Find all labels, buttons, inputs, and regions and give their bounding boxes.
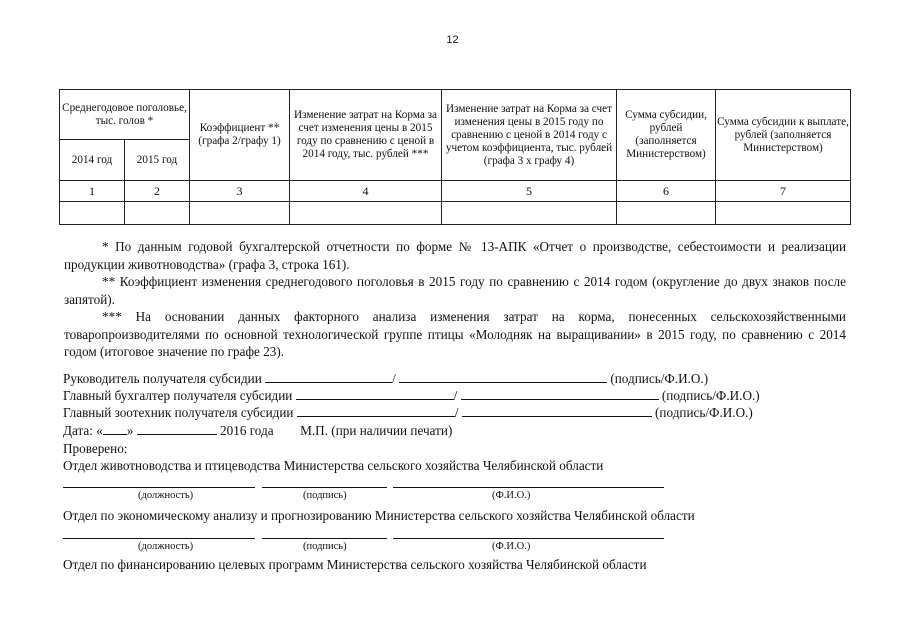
date-year: 2016 года: [220, 423, 274, 438]
head-label: Руководитель получателя субсидии: [63, 371, 262, 386]
column-number: 2: [125, 181, 190, 202]
table-cell[interactable]: [617, 202, 716, 225]
column-number: 7: [716, 181, 851, 202]
footnote-3: *** На основании данных факторного анализа изменения затрат на корма, понесенных сельскохозяйственными товаропроизводителями по основной технологической группе птицы «Молодняк на выращивании» в 2015 году, по сравнению с 2014 годом (итоговое значение по графе 23).: [64, 309, 846, 359]
header-year-2014: 2014 год: [60, 140, 125, 181]
accountant-signature-line: [63, 387, 760, 404]
head-name-blank[interactable]: [399, 370, 607, 383]
column-number-row: [60, 181, 851, 202]
checked-label: Проверено:: [63, 441, 128, 456]
stamp-label: М.П. (при наличии печати): [300, 423, 453, 438]
date-prefix: Дата: «: [63, 423, 103, 438]
head-signature-line: [63, 370, 708, 387]
header-subsidy-sum: Сумма субсидии, рублей (заполняется Министерством): [617, 90, 716, 181]
fio-caption: (Ф.И.О.): [492, 490, 531, 501]
slash: /: [453, 388, 458, 403]
sign-name-hint: (подпись/Ф.И.О.): [661, 388, 760, 403]
page-number: 12: [446, 34, 459, 46]
column-number: 5: [442, 181, 617, 202]
column-number: 1: [60, 181, 125, 202]
position-blank[interactable]: [63, 487, 255, 488]
zootechnician-name-blank[interactable]: [462, 404, 652, 417]
column-number: 4: [290, 181, 442, 202]
header-row: [60, 90, 851, 140]
column-number: 3: [190, 181, 290, 202]
accountant-name-blank[interactable]: [461, 387, 659, 400]
table-cell[interactable]: [190, 202, 290, 225]
accountant-signature-blank[interactable]: [296, 387, 454, 400]
signature-blank[interactable]: [262, 538, 387, 539]
department-name: Отдел животноводства и птицеводства Министерства сельского хозяйства Челябинской области: [63, 458, 604, 473]
table-cell[interactable]: [442, 202, 617, 225]
header-year-2015: 2015 год: [125, 140, 190, 181]
slash: /: [392, 371, 396, 386]
header-avg-livestock: Среднегодовое поголовье, тыс. голов *: [60, 90, 190, 140]
signature-caption: (подпись): [303, 490, 347, 501]
date-month-blank[interactable]: [137, 422, 217, 435]
header-cost-change-coef: Изменение затрат на Корма за счет изменения цены в 2015 году по сравнению с ценой в 2014 году с учетом коэффициента, тыс. рублей (графа 3 х графу 4): [442, 90, 617, 181]
subsidy-calculation-table: [59, 89, 851, 225]
header-coefficient: Коэффициент ** (графа 2/графу 1): [190, 90, 290, 181]
column-number: 6: [617, 181, 716, 202]
slash: /: [454, 405, 459, 420]
position-blank[interactable]: [63, 538, 255, 539]
position-caption: (должность): [138, 490, 194, 501]
department-name: Отдел по финансированию целевых программ Министерства сельского хозяйства Челябинской области: [63, 557, 647, 572]
signature-blank[interactable]: [262, 487, 387, 488]
data-entry-row: [60, 202, 851, 225]
accountant-label: Главный бухгалтер получателя субсидии: [63, 388, 293, 403]
zootechnician-label: Главный зоотехник получателя субсидии: [63, 405, 294, 420]
table-cell[interactable]: [290, 202, 442, 225]
footnote-1: * По данным годовой бухгалтерской отчетности по форме № 13-АПК «Отчет о производстве, себестоимости и реализации продукции животноводства» (графа 3, строка 161).: [64, 239, 846, 272]
date-day-blank[interactable]: [103, 422, 127, 435]
footnote-2: ** Коэффициент изменения среднегодового поголовья в 2015 году по сравнению с 2014 годом (округление до двух знаков после запятой).: [64, 274, 846, 307]
sign-name-hint: (подпись/Ф.И.О.): [610, 371, 709, 386]
zootechnician-signature-line: [63, 404, 753, 421]
department-name: Отдел по экономическому анализу и прогнозированию Министерства сельского хозяйства Челябинской области: [63, 508, 695, 523]
table-cell[interactable]: [60, 202, 125, 225]
date-line: [63, 422, 452, 439]
fio-caption: (Ф.И.О.): [492, 541, 531, 552]
header-cost-change: Изменение затрат на Корма за счет изменения цены в 2015 году по сравнению с ценой в 2014 году, тыс. рублей ***: [290, 90, 442, 181]
head-signature-blank[interactable]: [265, 370, 392, 383]
zootechnician-signature-blank[interactable]: [297, 404, 455, 417]
sign-name-hint: (подпись/Ф.И.О.): [655, 405, 753, 420]
table-cell[interactable]: [716, 202, 851, 225]
fio-blank[interactable]: [393, 538, 664, 539]
table-cell[interactable]: [125, 202, 190, 225]
position-caption: (должность): [138, 541, 194, 552]
footnotes: [64, 238, 846, 361]
header-subsidy-payout: Сумма субсидии к выплате, рублей (заполняется Министерством): [716, 90, 851, 181]
date-quote-close: »: [126, 423, 134, 438]
signature-caption: (подпись): [303, 541, 347, 552]
fio-blank[interactable]: [393, 487, 664, 488]
